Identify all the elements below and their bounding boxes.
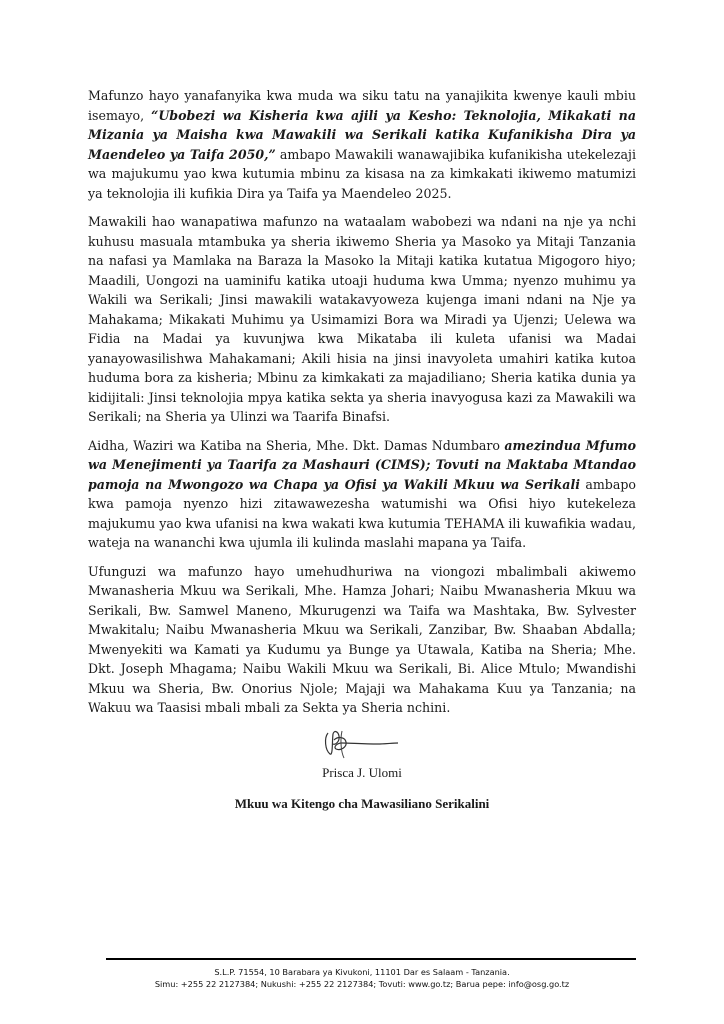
launched-systems: amezindua Mfumo wa Menejimenti ya Taarifa za Mashauri (CIMS); Tovuti na Maktaba Mtandao pamoja na Mwongozo wa Chapa ya Ofisi ya Wakili Mkuu wa Serikali: [88, 437, 636, 492]
footer: [0, 966, 724, 990]
signer-name: Prisca J. Ulomi: [322, 765, 402, 780]
footer-divider: [106, 958, 636, 960]
paragraph-3-intro: Aidha, Waziri wa Katiba na Sheria, Mhe. Dkt. Damas Ndumbaro: [88, 437, 505, 453]
paragraph-1-rest: ambapo Mawakili wanawajibika kufanikisha utekelezaji wa majukumu yao kwa kutumia mbinu za kisasa na za kimkakati ikiwemo matumizi ya teknolojia ili kufikia Dira ya Taifa ya Maendeleo 2025.: [88, 146, 636, 201]
signer-position: Mkuu wa Kitengo cha Mawasiliano Serikalini: [234, 796, 490, 811]
signature-image: [318, 728, 408, 760]
paragraph-2: Mawakili hao wanapatiwa mafunzo na wataalam wabobezi wa ndani na nje ya nchi kuhusu masuala mtambuka ya sheria ikiwemo Sheria ya Masoko ya Mitaji Tanzania na nafasi ya Mamlaka na Baraza la Masoko la Mitaji katika kutatua Migogoro hiyo; Maadili, Uongozi na uaminifu katika utoaji huduma kwa Umma; nyenzo muhimu ya Wakili wa Serikali; Jinsi mawakili watakavyoweza kujenga imani ndani na Nje ya Mahakama; Mikakati Muhimu ya Usimamizi Bora wa Miradi ya Ujenzi; Uelewa wa Fidia na Madai ya kuvunjwa kwa Mikataba ili kuleta ufanisi wa Madai yanayowasilishwa Mahakamani; Akili hisia na jinsi inavyoleta umahiri katika kutoa huduma bora za kisheria; Mbinu za kimkakati za majadiliano; Sheria katika dunia ya kidijitali: Jinsi teknolojia mpya katika sekta ya sheria inavyogusa kazi za Mawakili wa Serikali; na Sheria ya Ulinzi wa Taarifa Binafsi.: [88, 214, 636, 424]
press-release-body: [88, 86, 636, 727]
paragraph-1: [88, 86, 636, 203]
footer-address: S.L.P. 71554, 10 Barabara ya Kivukoni, 11101 Dar es Salaam - Tanzania.: [214, 967, 510, 977]
theme-quote: “Ubobezi wa Kisheria kwa ajili ya Kesho: Teknolojia, Mikakati na Mizania ya Maisha kwa Mawakili wa Serikali katika Kufanikisha Dira ya Maendeleo ya Taifa 2050,”: [88, 107, 636, 162]
paragraph-3: [88, 436, 636, 553]
paragraph-1-intro: Mafunzo hayo yanafanyika kwa muda wa siku tatu na yanajikita kwenye kauli mbiu isemayo,: [88, 88, 636, 123]
paragraph-3-rest: ambapo kwa pamoja nyenzo hizi zitawawezesha watumishi wa Ofisi hiyo kutekeleza majukumu yao kwa ufanisi na kwa wakati kwa kutumia TEHAMA ili kuwafikia wadau, wateja na wananchi kwa ujumla ili kulinda maslahi mapana ya Taifa.: [88, 476, 637, 550]
handwritten-signature-icon: [318, 728, 408, 760]
paragraph-4: Ufunguzi wa mafunzo hayo umehudhuriwa na viongozi mbalimbali akiwemo Mwanasheria Mkuu wa Serikali, Mhe. Hamza Johari; Naibu Mwanasheria Mkuu wa Serikali, Bw. Samwel Maneno, Mkurugenzi wa Taifa wa Mashtaka, Bw. Sylvester Mwakitalu; Naibu Mwanasheria Mkuu wa Serikali, Zanzibar, Bw. Shaaban Abdalla; Mwenyekiti wa Kamati ya Kudumu ya Bunge ya Utawala, Katiba na Sheria; Mhe. Dkt. Joseph Mhagama; Naibu Wakili Mkuu wa Serikali, Bi. Alice Mtulo; Mwandishi Mkuu wa Sheria, Bw. Onorius Njole; Majaji wa Mahakama Kuu ya Tanzania; na Wakuu wa Taasisi mbali mbali za Sekta ya Sheria nchini.: [88, 563, 636, 715]
footer-contacts: Simu: +255 22 2127384; Nukushi: +255 22 2127384; Tovuti: www.go.tz; Barua pepe: info@osg.go.tz: [154, 979, 570, 989]
